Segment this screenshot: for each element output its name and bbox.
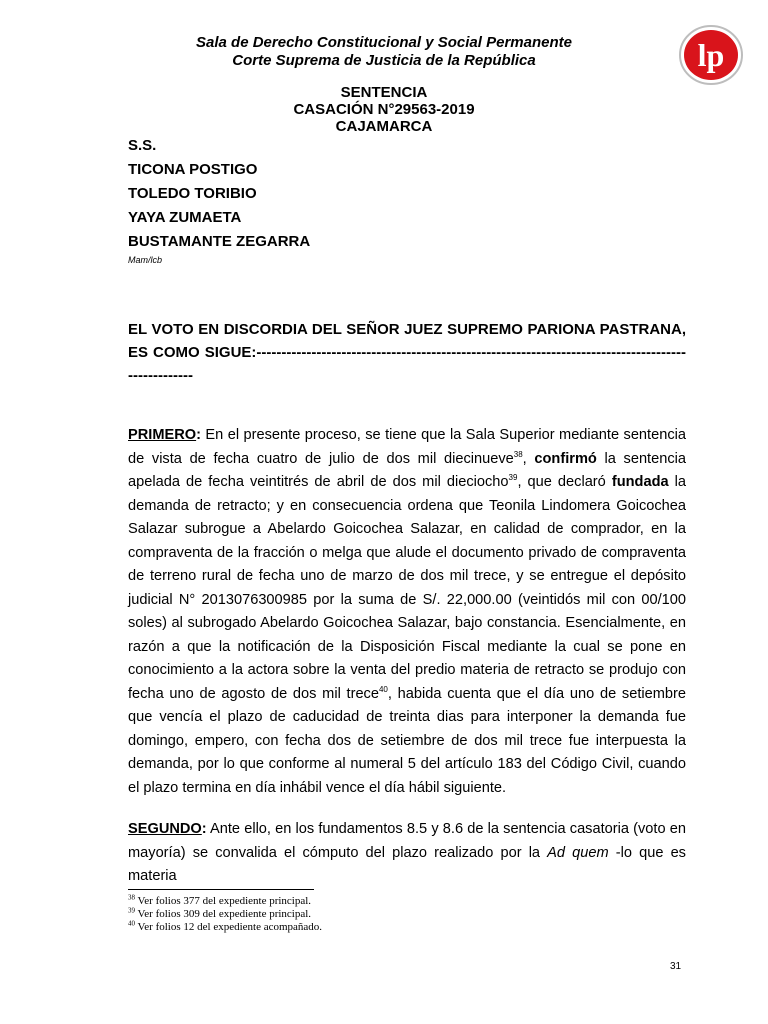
- document-header: [0, 34, 768, 70]
- judge-item: S.S.: [128, 137, 157, 154]
- footnote-item: $^{38}$ Ver folios 377 del expediente principal.: [128, 893, 312, 907]
- case-number: CASACIÓN N°29563-2019: [293, 101, 475, 118]
- footnote-item: $^{39}$ Ver folios 309 del expediente principal.: [128, 906, 312, 920]
- case-title: [0, 84, 768, 135]
- footnote-ref: 39: [508, 473, 518, 483]
- document-type: SENTENCIA: [340, 84, 428, 101]
- footnotes: [128, 895, 322, 934]
- footnote-divider: [128, 889, 314, 890]
- chamber-name: Sala de Derecho Constitucional y Social Permanente: [196, 34, 572, 51]
- page-number: 31: [670, 961, 682, 972]
- dissenting-vote-heading: EL VOTO EN DISCORDIA DEL SEÑOR JUEZ SUPREMO PARIONA PASTRANA, ES COMO SIGUE:---------------------------------------------------------------------------------------------------: [128, 321, 686, 384]
- paragraph-segundo: SEGUNDO: Ante ello, en los fundamentos 8.5 y 8.6 de la sentencia casatoria (voto en mayoría) se convalida el cómputo del plazo realizado por la Ad quem -lo que es materia: [128, 821, 686, 884]
- judge-item: TICONA POSTIGO: [128, 161, 258, 178]
- lp-logo: [678, 24, 744, 86]
- logo-text: lp: [697, 37, 725, 73]
- footnote-ref: 38: [513, 449, 523, 459]
- footnote-item: $^{40}$ Ver folios 12 del expediente acompañado.: [128, 919, 323, 933]
- judges-list: [128, 134, 310, 254]
- footnote-ref: 40: [378, 684, 388, 694]
- judge-item: BUSTAMANTE ZEGARRA: [128, 233, 311, 250]
- drafter-initials: Mam/lcb: [128, 255, 163, 265]
- paragraph-primero: PRIMERO: En el presente proceso, se tiene que la Sala Superior mediante sentencia de vista de fecha cuatro de julio de dos mil diecinueve$^{38}$, confirmó la sentencia apelada de fecha veintitrés de abril de dos mil dieciocho$^{39}$, que declaró fundada la demanda de retracto; y en consecuencia ordena que Teonila Lindomera Goicochea Salazar subrogue a Abelardo Goicochea Salazar, en calidad de comprador, en la compraventa de la fracción o melga que alude el documento privado de compraventa de terreno rural de fecha uno de marzo de dos mil trece, y se entregue el depósito judicial N° 2013076300985 por la suma de S/. 22,000.00 (veintidós mil con 00/100 soles) al subrogado Abelardo Goicochea Salazar, bajo constancia. Esencialmente, en razón a que la notificación de la Disposición Fiscal mediante la cual se pone en conocimiento a la actora sobre la venta del predio materia de retracto se produjo con fecha uno de agosto de dos mil trece$^{40}$, habida cuenta que el día uno de setiembre que vencía el plazo de caducidad de treinta dias para interponer la demanda fue domingo, empero, con fecha dos de setiembre de dos mil trece fue interpuesta la demanda, por lo que conforme al numeral 5 del artículo 183 del Código Civil, cuando el plazo termina en día inhábil vence el día hábil siguiente.: [128, 427, 687, 796]
- court-name: Corte Suprema de Justicia de la República: [232, 52, 536, 69]
- case-location: CAJAMARCA: [335, 118, 433, 135]
- paragraph-lead: PRIMERO: [128, 427, 197, 443]
- judge-item: TOLEDO TORIBIO: [128, 185, 257, 202]
- judge-item: YAYA ZUMAETA: [128, 209, 242, 226]
- paragraph-lead: SEGUNDO: [128, 821, 202, 837]
